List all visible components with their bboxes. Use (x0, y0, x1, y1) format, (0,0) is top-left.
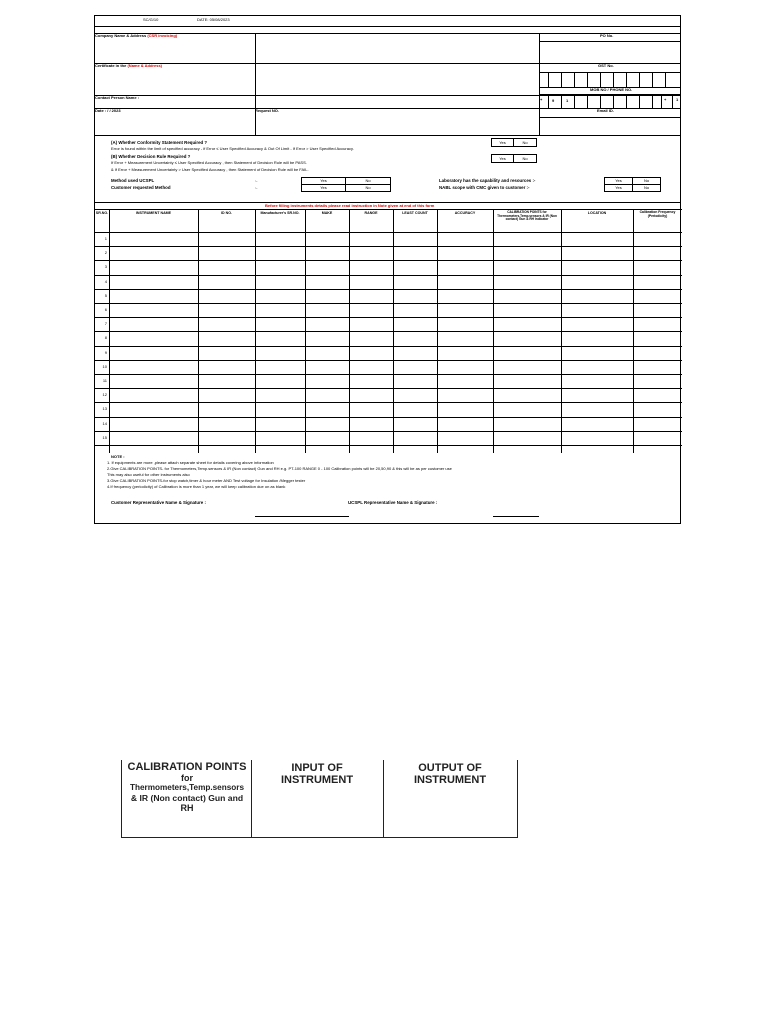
question-b-text1: If Error + Measurement Uncertainty ≤ User Specified Accuracy , then Statement of Decision Rule will be PASS. (111, 160, 307, 165)
customer-signature-label: Customer Representative Name & Signature : (111, 500, 206, 505)
table-row[interactable] (109, 403, 682, 416)
divider (95, 135, 680, 136)
gst-cell-divider (548, 72, 549, 87)
phone-suffix-plus: + (664, 97, 667, 102)
divider (95, 63, 680, 64)
decision-rule-yes-checkbox[interactable]: Yes (491, 154, 514, 163)
row-number: 3 (104, 264, 107, 270)
col-frequency-header: Calibration Frequency (Periodicity) (639, 210, 676, 218)
image-input-of-label: INPUT OF (291, 762, 343, 774)
contact-label: Contact Person Name : (95, 95, 140, 100)
form-date-code: DATE: 05/08/2023 (197, 17, 230, 22)
phone-cell-divider (672, 95, 673, 108)
row-number: 13 (102, 406, 107, 412)
phone-cell-divider (561, 95, 562, 108)
gst-cell-divider (613, 72, 614, 87)
note-line-3: This may also useful for other instruments also (107, 472, 190, 477)
col-make-header: MAKE (321, 211, 333, 215)
customer-method-no-checkbox[interactable]: No (345, 184, 391, 192)
row-number: 4 (104, 278, 107, 284)
phone-prefix-plus: + (540, 97, 543, 102)
phone-cell-divider (639, 95, 640, 108)
table-row[interactable] (109, 332, 682, 345)
image-bottom-line (121, 837, 518, 838)
instrument-table (95, 209, 682, 453)
method-yes-checkbox[interactable]: Yes (301, 177, 346, 185)
image-ir-gun-label: & IR (Non contact) Gun and (130, 793, 244, 803)
company-note: (CSR invoicing) (147, 33, 178, 38)
row-number: 14 (102, 420, 107, 426)
row-number: 15 (102, 434, 107, 440)
col-srno-header: SR.NO. (95, 211, 109, 215)
gst-cell-divider (626, 72, 627, 87)
image-instrument-input-label: INSTRUMENT (280, 774, 354, 786)
note-line-2: 2.Give CALIBRATION POINTS- for Thermometers,Temp.sensors & IR (Non contact) Gun and RH e.g. PT-100 RANGE 0 - 100 Calibration points will be 20,50,90 & this will be as per customer use (107, 466, 452, 471)
note-line-1: 1. If equipments are more ,please attach separate sheet for details covering above information (107, 460, 274, 465)
lab-capability-yes-checkbox[interactable]: Yes (604, 177, 633, 185)
phone-cell-divider (600, 95, 601, 108)
decision-rule-no-checkbox[interactable]: No (513, 154, 537, 163)
customer-method-label: Customer requested Method (111, 185, 171, 190)
method-label: Method used UCSPL (111, 178, 155, 183)
phone-prefix-9: 9 (552, 98, 555, 103)
table-row[interactable] (109, 304, 682, 317)
table-row[interactable] (109, 247, 682, 260)
phone-cell-divider (587, 95, 588, 108)
table-row[interactable] (109, 432, 682, 445)
method-arrow: :- (255, 178, 258, 183)
mob-label: MOB NO / PHONE NO. (590, 87, 633, 92)
method-no-checkbox[interactable]: No (345, 177, 391, 185)
row-number: 11 (102, 378, 107, 383)
divider (95, 33, 680, 34)
phone-cell-divider (652, 95, 653, 108)
gst-label: GST No. (598, 63, 614, 68)
table-row[interactable] (109, 261, 682, 274)
question-b-text2: & If Error + Measurement Uncertainty > User Specified Accuracy , then Statement of Decision Rule will be FAIL. (111, 167, 309, 172)
phone-cell-divider (661, 95, 662, 108)
divider (539, 33, 543, 135)
row-number: 12 (102, 392, 107, 398)
form-code: SC/G/10 (143, 17, 159, 22)
image-instrument-output-label: INSTRUMENT (413, 774, 487, 786)
image-calibration-points-title: CALIBRATION POINTS (127, 761, 247, 773)
divider (95, 26, 680, 27)
question-a-text: Error is found within the limit of specified accuracy - if Error ≤ User Specified Accuracy & Out Of Limit - If Error > User Specified Accuracy. (111, 146, 354, 151)
conformity-yes-checkbox[interactable]: Yes (491, 138, 514, 147)
image-border-line (383, 760, 384, 838)
question-b-title: (B) Whether Decision Rule Required ? (111, 154, 191, 159)
row-number: 10 (102, 363, 107, 369)
phone-suffix-1: 1 (676, 97, 679, 102)
col-calibration-points-header: CALIBRATION POINTS for Thermometers,Temp.sensors & IR (Non contact) Gun & RH Indicator (497, 210, 557, 222)
company-label-text: Company Name & Address (95, 33, 147, 38)
conformity-no-checkbox[interactable]: No (513, 138, 537, 147)
ucspl-signature-label: UCSPL Representative Name & Signature : (348, 500, 438, 505)
image-border-line (517, 760, 518, 838)
gst-cell-divider (587, 72, 588, 87)
calibration-request-form (94, 15, 681, 524)
phone-cell-divider (613, 95, 614, 108)
nabl-no-checkbox[interactable]: No (632, 184, 661, 192)
customer-signature-line[interactable] (255, 516, 349, 517)
row-number: 2 (104, 250, 107, 256)
lab-capability-label: Laboratory has the capability and resources :- (439, 178, 536, 183)
col-mfr-srno-header: Manufacturer's SR.NO. (260, 211, 300, 215)
image-rh-label: RH (180, 803, 194, 813)
calibration-points-image (121, 760, 518, 838)
email-label: Email ID. (597, 108, 614, 113)
request-label: Request NO. (255, 108, 280, 113)
customer-method-arrow: :- (255, 185, 258, 190)
gst-cell-divider (639, 72, 640, 87)
table-row[interactable] (109, 418, 682, 431)
lab-capability-no-checkbox[interactable]: No (632, 177, 661, 185)
table-row[interactable] (109, 375, 682, 388)
request-input[interactable] (257, 116, 537, 133)
date-label: Date : / / 2023 (95, 108, 121, 113)
gst-cell-divider (652, 72, 653, 87)
row-number: 9 (104, 349, 107, 355)
contact-input[interactable] (257, 96, 537, 108)
certificate-label (95, 64, 162, 68)
customer-method-yes-checkbox[interactable]: Yes (301, 184, 346, 192)
col-least-count-header: LEAST COUNT (402, 211, 428, 215)
phone-prefix-1: 1 (566, 98, 569, 103)
row-number: 8 (104, 335, 107, 341)
divider (255, 33, 256, 135)
row-line (95, 445, 682, 446)
table-row[interactable] (109, 233, 682, 246)
row-number: 1 (104, 236, 107, 241)
image-for-label: for (181, 773, 193, 783)
image-border-line (251, 760, 252, 838)
gst-cell-divider (665, 72, 666, 87)
certificate-label-text: Certificate in the (95, 63, 127, 68)
phone-cell-divider (626, 95, 627, 108)
nabl-yes-checkbox[interactable]: Yes (604, 184, 633, 192)
email-input[interactable] (541, 118, 680, 133)
certificate-note: (Name & Address) (127, 63, 162, 68)
table-row[interactable] (109, 361, 682, 374)
po-input[interactable] (541, 42, 680, 62)
col-instrument-header: INSTRUMENT NAME (135, 211, 172, 215)
gst-cell-divider (561, 72, 562, 87)
gst-cell-divider (574, 72, 575, 87)
image-output-of-label: OUTPUT OF (418, 762, 482, 774)
divider (95, 108, 680, 109)
table-top-border (95, 209, 682, 210)
col-id-header: ID NO. (221, 211, 232, 215)
phone-cell-divider (548, 95, 549, 108)
company-input[interactable] (257, 35, 537, 63)
table-row[interactable] (109, 290, 682, 303)
ucspl-signature-line[interactable] (493, 516, 539, 517)
image-thermometers-label: Thermometers,Temp.sensors (129, 783, 245, 792)
question-a-title: (A) Whether Conformity Statement Required ? (111, 140, 208, 145)
table-row[interactable] (109, 318, 682, 331)
gst-cell-divider (600, 72, 601, 87)
po-label: PO No. (600, 33, 614, 38)
row-number: 7 (104, 321, 107, 327)
certificate-input[interactable] (257, 65, 537, 95)
phone-cell-divider (574, 95, 575, 108)
row-number: 5 (104, 292, 107, 298)
col-location-header: LOCATION (587, 211, 607, 215)
company-label (95, 34, 177, 38)
col-range-header: RANGE (364, 211, 378, 215)
nabl-label: NABL scope with CMC given to customer :- (439, 185, 530, 190)
row-number: 6 (104, 307, 107, 312)
table-row[interactable] (109, 347, 682, 360)
note-title: NOTE : (111, 454, 125, 459)
table-row[interactable] (109, 389, 682, 402)
image-border-line (121, 760, 122, 838)
col-accuracy-header: ACCURACY (454, 211, 476, 215)
note-line-5: 4.If frequency (periodicity) of Calibration is more than 1 year, we will keep calibration due on as blank (107, 484, 286, 489)
table-row[interactable] (109, 276, 682, 289)
note-line-4: 3.Give CALIBRATION POINTS-for stop watch,timer & hour meter AND Test voltage for Insulation /Megger tester (107, 478, 306, 483)
red-notice: Before filling instruments details please read instruction in Note given at end of this form (265, 203, 435, 208)
